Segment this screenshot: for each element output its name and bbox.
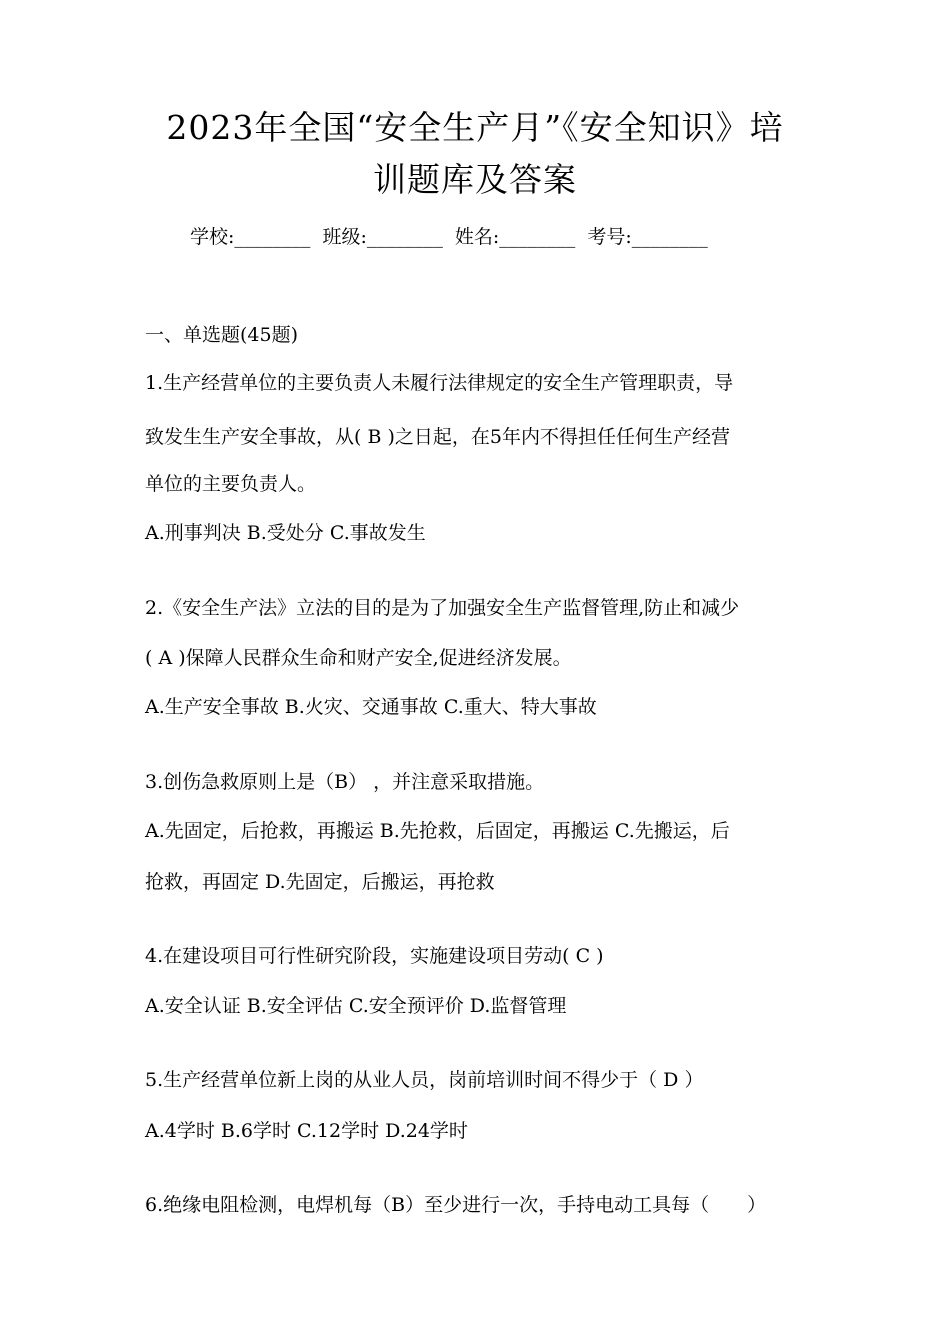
question-3-options: A.先固定，后抢救，再搬运 B.先抢救，后固定，再搬运 C.先搬运，后 [145, 820, 730, 842]
document-title-line-2: 训题库及答案 [373, 160, 577, 199]
question-1-options: A.刑事判决 B.受处分 C.事故发生 [145, 522, 426, 544]
school-field: 学校:________ [190, 226, 311, 248]
question-1-stem-line: 单位的主要负责人。 [145, 473, 317, 495]
question-2-stem-line: 2.《安全生产法》立法的目的是为了加强安全生产监督管理,防止和减少 [145, 597, 740, 619]
question-5-stem-line: 5.生产经营单位新上岗的从业人员，岗前培训时间不得少于（ D ） [145, 1069, 704, 1091]
section-heading: 一、单选题(45题) [145, 324, 299, 346]
student-info-row [190, 222, 714, 252]
name-field: 姓名:________ [454, 226, 576, 248]
document-title-line-1: 2023年全国“安全生产月”《安全知识》培 [166, 108, 784, 147]
class-field: 班级:________ [322, 226, 443, 248]
question-5-options: A.4学时 B.6学时 C.12学时 D.24学时 [145, 1120, 468, 1142]
question-1-stem-line: 致发生生产安全事故，从( B )之日起，在5年内不得担任任何生产经营 [145, 426, 730, 448]
question-3-stem-line: 3.创伤急救原则上是（B） ，并注意采取措施。 [145, 771, 545, 793]
question-2-stem-line: ( A )保障人民群众生命和财产安全,促进经济发展。 [145, 647, 572, 669]
question-3-options: 抢救，再固定 D.先固定，后搬运，再抢救 [145, 871, 495, 893]
question-1-stem-line: 1.生产经营单位的主要负责人未履行法律规定的安全生产管理职责，导 [145, 372, 734, 394]
exam-number-field: 考号:________ [587, 226, 708, 248]
question-2-options: A.生产安全事故 B.火灾、交通事故 C.重大、特大事故 [145, 696, 597, 718]
question-4-stem-line: 4.在建设项目可行性研究阶段，实施建设项目劳动( C ) [145, 945, 604, 967]
question-6-stem-line: 6.绝缘电阻检测，电焊机每（B）至少进行一次，手持电动工具每（ ） [145, 1194, 767, 1216]
question-4-options: A.安全认证 B.安全评估 C.安全预评价 D.监督管理 [145, 995, 567, 1017]
